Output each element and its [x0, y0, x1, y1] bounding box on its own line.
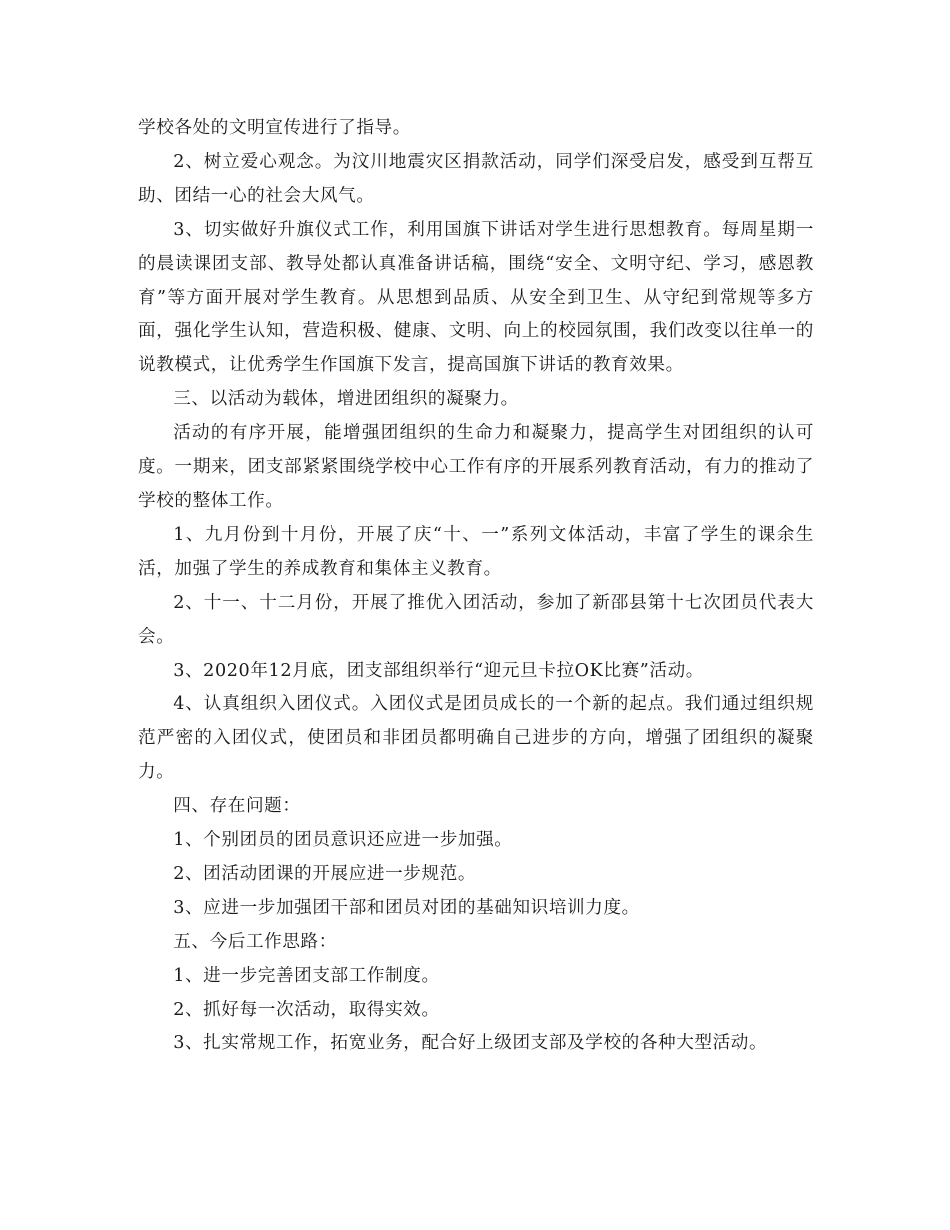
list-item-activity-3: 3、2020年12月底，团支部组织举行“迎元旦卡拉OK比赛”活动。: [173, 660, 704, 681]
section-heading-problems: 四、存在问题：: [173, 796, 301, 817]
list-item-problem-2: 2、团活动团课的开展应进一步规范。: [173, 863, 477, 884]
section-heading-activities: 三、以活动为载体，增进团组织的凝聚力。: [173, 389, 519, 410]
list-item-plan-1: 1、进一步完善团支部工作制度。: [173, 965, 440, 986]
paragraph-love-concept: 2、树立爱心观念。为汶川地震灾区捐款活动，同学们深受启发，感受到互帮互助、团结一心的社会大风气。: [138, 151, 814, 206]
document-body: [138, 112, 814, 1061]
list-item-activity-2: 2、十一、十二月份，开展了推优入团活动，参加了新邵县第十七次团员代表大会。: [138, 592, 814, 647]
list-item-activity-4: 4、认真组织入团仪式。入团仪式是团员成长的一个新的起点。我们通过组织规范严密的入团仪式，使团员和非团员都明确自己进步的方向，增强了团组织的凝聚力。: [138, 694, 814, 783]
list-item-problem-1: 1、个别团员的团员意识还应进一步加强。: [173, 830, 513, 851]
list-item-problem-3: 3、应进一步加强团干部和团员对团的基础知识培训力度。: [173, 897, 640, 918]
section-heading-future-plans: 五、今后工作思路：: [173, 931, 337, 952]
paragraph-continuation: 学校各处的文明宣传进行了指导。: [138, 118, 411, 138]
paragraph-activities-intro: 活动的有序开展，能增强团组织的生命力和凝聚力，提高学生对团组织的认可度。一期来，团支部紧紧围绕学校中心工作有序的开展系列教育活动，有力的推动了学校的整体工作。: [138, 423, 814, 511]
paragraph-flag-ceremony: 3、切实做好升旗仪式工作，利用国旗下讲话对学生进行思想教育。每周星期一的晨读课团支部、教导处都认真准备讲话稿，围绕“安全、文明守纪、学习，感恩教育”等方面开展对学生教育。从思想到品质、从安全到卫生、从守纪到常规等多方面，强化学生认知，营造积极、健康、文明、向上的校园氛围，我们改变以往单一的说教模式，让优秀学生作国旗下发言，提高国旗下讲话的教育效果。: [138, 219, 814, 376]
list-item-activity-1: 1、九月份到十月份，开展了庆“十、一”系列文体活动，丰富了学生的课余生活，加强了学生的养成教育和集体主义教育。: [138, 524, 814, 579]
list-item-plan-3: 3、扎实常规工作，拓宽业务，配合好上级团支部及学校的各种大型活动。: [173, 1033, 768, 1054]
list-item-plan-2: 2、抓好每一次活动，取得实效。: [173, 999, 440, 1020]
